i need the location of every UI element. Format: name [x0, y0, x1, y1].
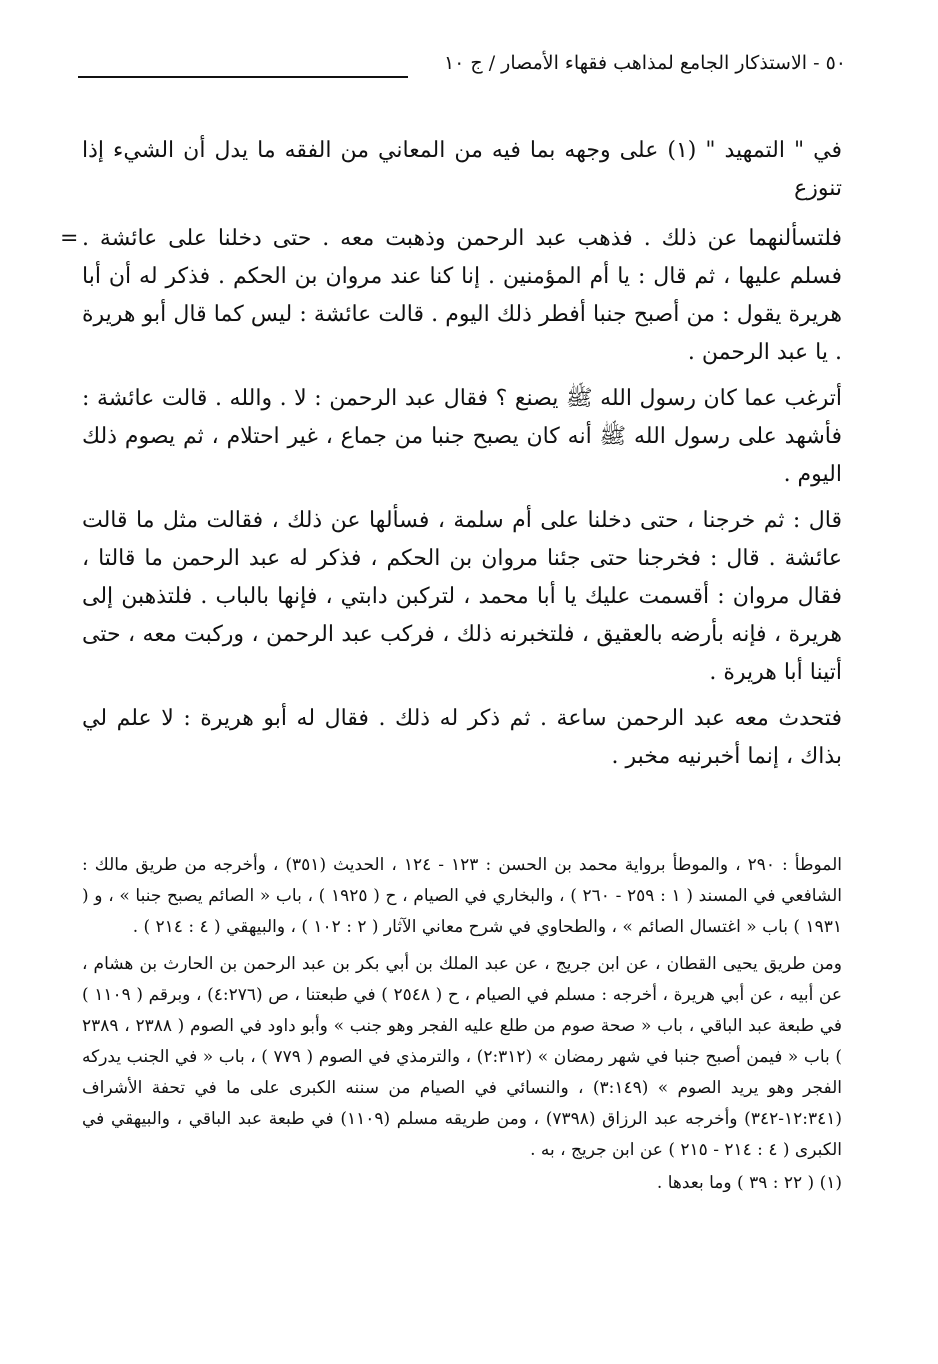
footnote: (١) ( ٢٢ : ٣٩ ) وما بعدها . — [656, 1173, 842, 1193]
paragraph-2: أترغب عما كان رسول الله ﷺ يصنع ؟ فقال عبد الرحمن : لا . والله . قالت عائشة : فأشهد على رسول الله ﷺ أنه كان يصبح جنبا من جماع ، غير احتلام ، ثم يصوم ذلك اليوم . — [82, 386, 842, 487]
paragraph-3: قال : ثم خرجنا ، حتى دخلنا على أم سلمة ، فسألها عن ذلك ، فقالت مثل ما قالت عائشة . قال : فخرجنا حتى جئنا مروان بن الحكم ، فذكر له عبد الرحمن ما قالتا ، فقال مروان : أقسمت عليك يا أبا محمد ، لتركبن دابتي ، فإنها بالباب . فلتذهبن إلى هريرة ، فإنه بأرضه بالعقيق ، فلتخبرنه ذلك ، فركب عبد الرحمن ، وركبت معه ، حتى أتينا أبا هريرة . — [82, 508, 842, 685]
continuation-mark: = — [60, 226, 79, 251]
notes-section — [82, 850, 842, 1199]
paragraph-1-text: فلتسألنهما عن ذلك . فذهب عبد الرحمن وذهبت معه . حتى دخلنا على عائشة . فسلم عليها ، ثم قال : يا أم المؤمنين . إنا كنا عند مروان بن الحكم . فذكر له أن أبا هريرة يقول : من أصبح جنبا أفطر ذلك اليوم . قالت عائشة : ليس كما قال أبو هريرة . يا عبد الرحمن . — [82, 226, 842, 365]
note-paragraph-2: ومن طريق يحيى القطان ، عن ابن جريج ، عن عبد الملك بن أبي بكر بن عبد الرحمن بن الحارث بن هشام ، عن أبيه ، عن أبي هريرة ، أخرجه : مسلم في الصيام ، ح ( ٢٥٤٨ ) في طبعتنا ، ص (٤:٢٧٦) ، وبرقم ( ١١٠٩ ) في طبعة عبد الباقي ، باب « صحة صوم من طلع عليه الفجر وهو جنب » وأبو داود في الصوم ( ٢٣٨٨ ، ٢٣٨٩ ) باب « فيمن أصبح جنبا في شهر رمضان » (٢:٣١٢) ، والترمذي في الصوم ( ٧٧٩ ) ، باب « في الجنب يدركه الفجر وهو يريد الصوم » (٣:١٤٩) ، والنسائي في الصيام من سننه الكبرى على ما في تحفة الأشراف (١٢:٣٤١-٣٤٢) وأخرجه عبد الرزاق (٧٣٩٨) ، ومن طريقه مسلم (١١٠٩) في طبعة عبد الباقي ، والبيهقي في الكبرى ( ٤ : ٢١٤ - ٢١٥ ) عن ابن جريج ، به . — [82, 954, 842, 1160]
note-paragraph-1: الموطأ : ٢٩٠ ، والموطأ برواية محمد بن الحسن : ١٢٣ - ١٢٤ ، الحديث (٣٥١) ، وأخرجه من طريق مالك : الشافعي في المسند ( ١ : ٢٥٩ - ٢٦٠ ) ، والبخاري في الصيام ، ح ( ١٩٢٥ ) ، باب « الصائم يصبح جنبا » ، و ( ١٩٣١ ) باب « اغتسال الصائم » ، والطحاوي في شرح معاني الآثار ( ٢ : ١٠٢ ) ، والبيهقي ( ٤ : ٢١٤ ) . — [82, 855, 842, 937]
opening-line: في " التمهيد " (١) على وجهه بما فيه من المعاني من الفقه ما يدل أن الشيء إذا تنوزع — [82, 138, 842, 201]
running-header: ٥٠ - الاستذكار الجامع لمذاهب فقهاء الأمصار / ج ١٠ — [443, 52, 846, 74]
paragraph-4: فتحدث معه عبد الرحمن ساعة . ثم ذكر له ذلك . فقال له أبو هريرة : لا علم لي بذاك ، إنما أخبرنيه مخبر . — [82, 706, 842, 769]
header-rule — [78, 76, 408, 78]
paragraph-1 — [60, 220, 842, 372]
main-text — [60, 132, 842, 776]
